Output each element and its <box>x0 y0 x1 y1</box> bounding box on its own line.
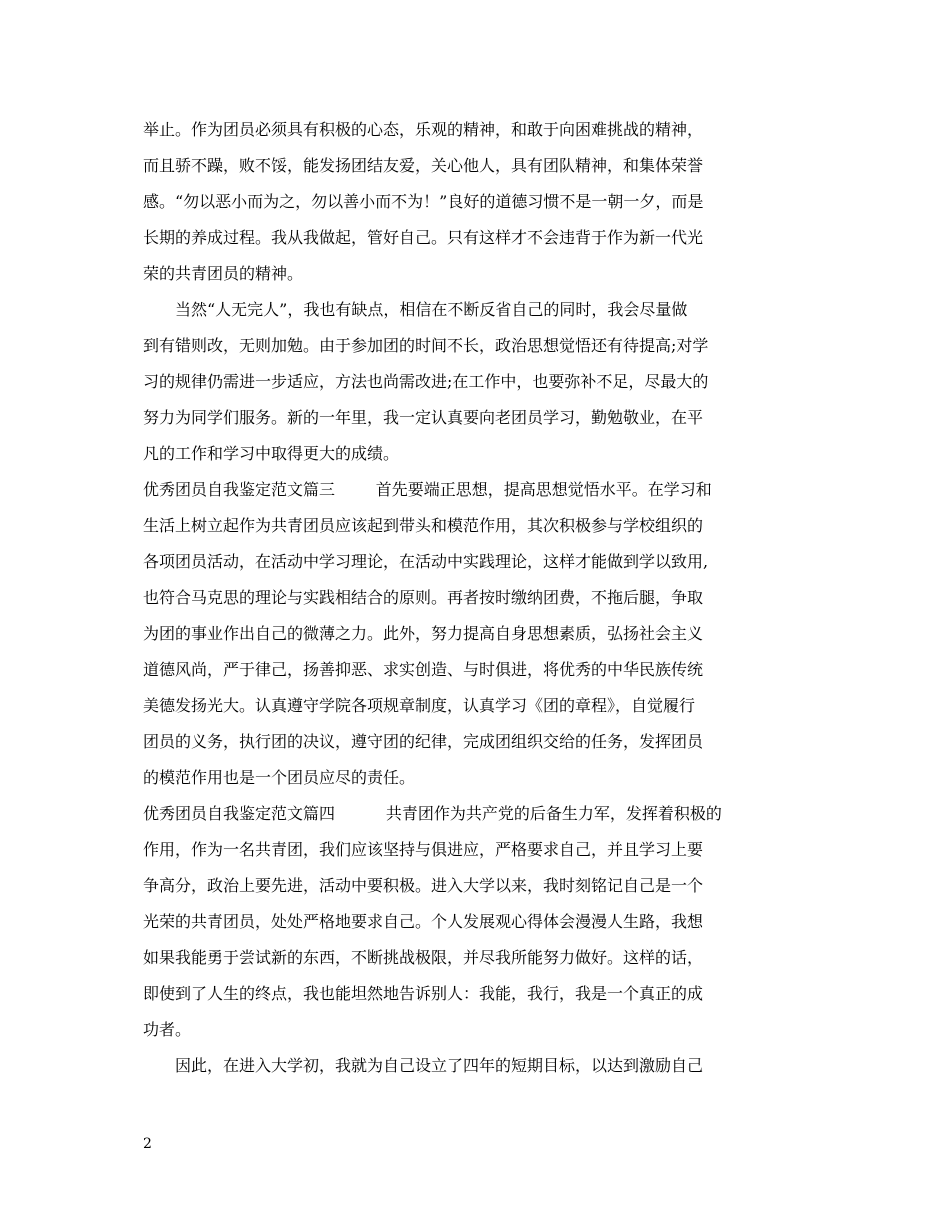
paragraph-line: 作用，作为一名共青团，我们应该坚持与俱进应，严格要求自己，并且学习上要 <box>143 840 704 859</box>
paragraph-line: 到有错则改，无则加勉。由于参加团的时间不长，政治思想觉悟还有待提高;对学 <box>143 336 709 355</box>
paragraph-line: 凡的工作和学习中取得更大的成绩。 <box>143 444 400 463</box>
paragraph-line: 功者。 <box>143 1020 192 1039</box>
paragraph-line: 即使到了人生的终点，我也能坦然地告诉别人：我能，我行，我是一个真正的成 <box>143 984 704 1003</box>
paragraph-line: 努力为同学们服务。新的一年里，我一定认真要向老团员学习，勤勉敬业，在平 <box>143 408 704 427</box>
paragraph-line: 争高分，政治上要先进，活动中要积极。进入大学以来，我时刻铭记自己是一个 <box>143 876 704 895</box>
section-title: 优秀团员自我鉴定范文篇四 <box>143 804 336 823</box>
paragraph-line: 当然“人无完人”，我也有缺点，相信在不断反省自己的同时，我会尽量做 <box>175 300 688 319</box>
paragraph-line: 团员的义务，执行团的决议，遵守团的纪律，完成团组织交给的任务，发挥团员 <box>143 732 704 751</box>
paragraph-line: 感。“勿以恶小而为之，勿以善小而不为！”良好的道德习惯不是一朝一夕，而是 <box>143 192 704 211</box>
section-title: 优秀团员自我鉴定范文篇三 <box>143 480 336 499</box>
section-first-line: 首先要端正思想，提高思想觉悟水平。在学习和 <box>375 480 712 499</box>
paragraph-line: 而且骄不躁，败不馁，能发扬团结友爱，关心他人，具有团队精神，和集体荣誉 <box>143 156 704 175</box>
paragraph-line: 也符合马克思的理论与实践相结合的原则。再者按时缴纳团费，不拖后腿，争取 <box>143 588 704 607</box>
body-text <box>143 112 823 1084</box>
paragraph-line: 的模范作用也是一个团员应尽的责任。 <box>143 768 416 787</box>
paragraph-line: 如果我能勇于尝试新的东西，不断挑战极限，并尽我所能努力做好。这样的话， <box>143 948 704 967</box>
section-first-line: 共青团作为共产党的后备生力军，发挥着积极的 <box>385 804 722 823</box>
paragraph-line: 因此，在进入大学初，我就为自己设立了四年的短期目标，以达到激励自己 <box>175 1056 704 1075</box>
paragraph-line: 习的规律仍需进一步适应，方法也尚需改进;在工作中，也要弥补不足，尽最大的 <box>143 372 709 391</box>
paragraph-line: 道德风尚，严于律己，扬善抑恶、求实创造、与时俱进，将优秀的中华民族传统 <box>143 660 704 679</box>
paragraph-line: 为团的事业作出自己的微薄之力。此外，努力提高自身思想素质，弘扬社会主义 <box>143 624 704 643</box>
paragraph-line: 荣的共青团员的精神。 <box>143 264 304 283</box>
paragraph-line: 长期的养成过程。我从我做起，管好自己。只有这样才不会违背于作为新一代光 <box>143 228 704 247</box>
paragraph-line: 举止。作为团员必须具有积极的心态，乐观的精神，和敢于向困难挑战的精神， <box>143 120 704 139</box>
page-number: 2 <box>143 1136 152 1152</box>
section-heading-line <box>143 472 823 508</box>
paragraph-line: 生活上树立起作为共青团员应该起到带头和模范作用，其次积极参与学校组织的 <box>143 516 704 535</box>
section-heading-line <box>143 796 823 832</box>
paragraph-line: 各项团员活动，在活动中学习理论，在活动中实践理论，这样才能做到学以致用, <box>143 552 709 571</box>
paragraph-line: 光荣的共青团员，处处严格地要求自己。个人发展观心得体会漫漫人生路，我想 <box>143 912 704 931</box>
paragraph-line: 美德发扬光大。认真遵守学院各项规章制度，认真学习《团的章程》，自觉履行 <box>143 696 696 715</box>
